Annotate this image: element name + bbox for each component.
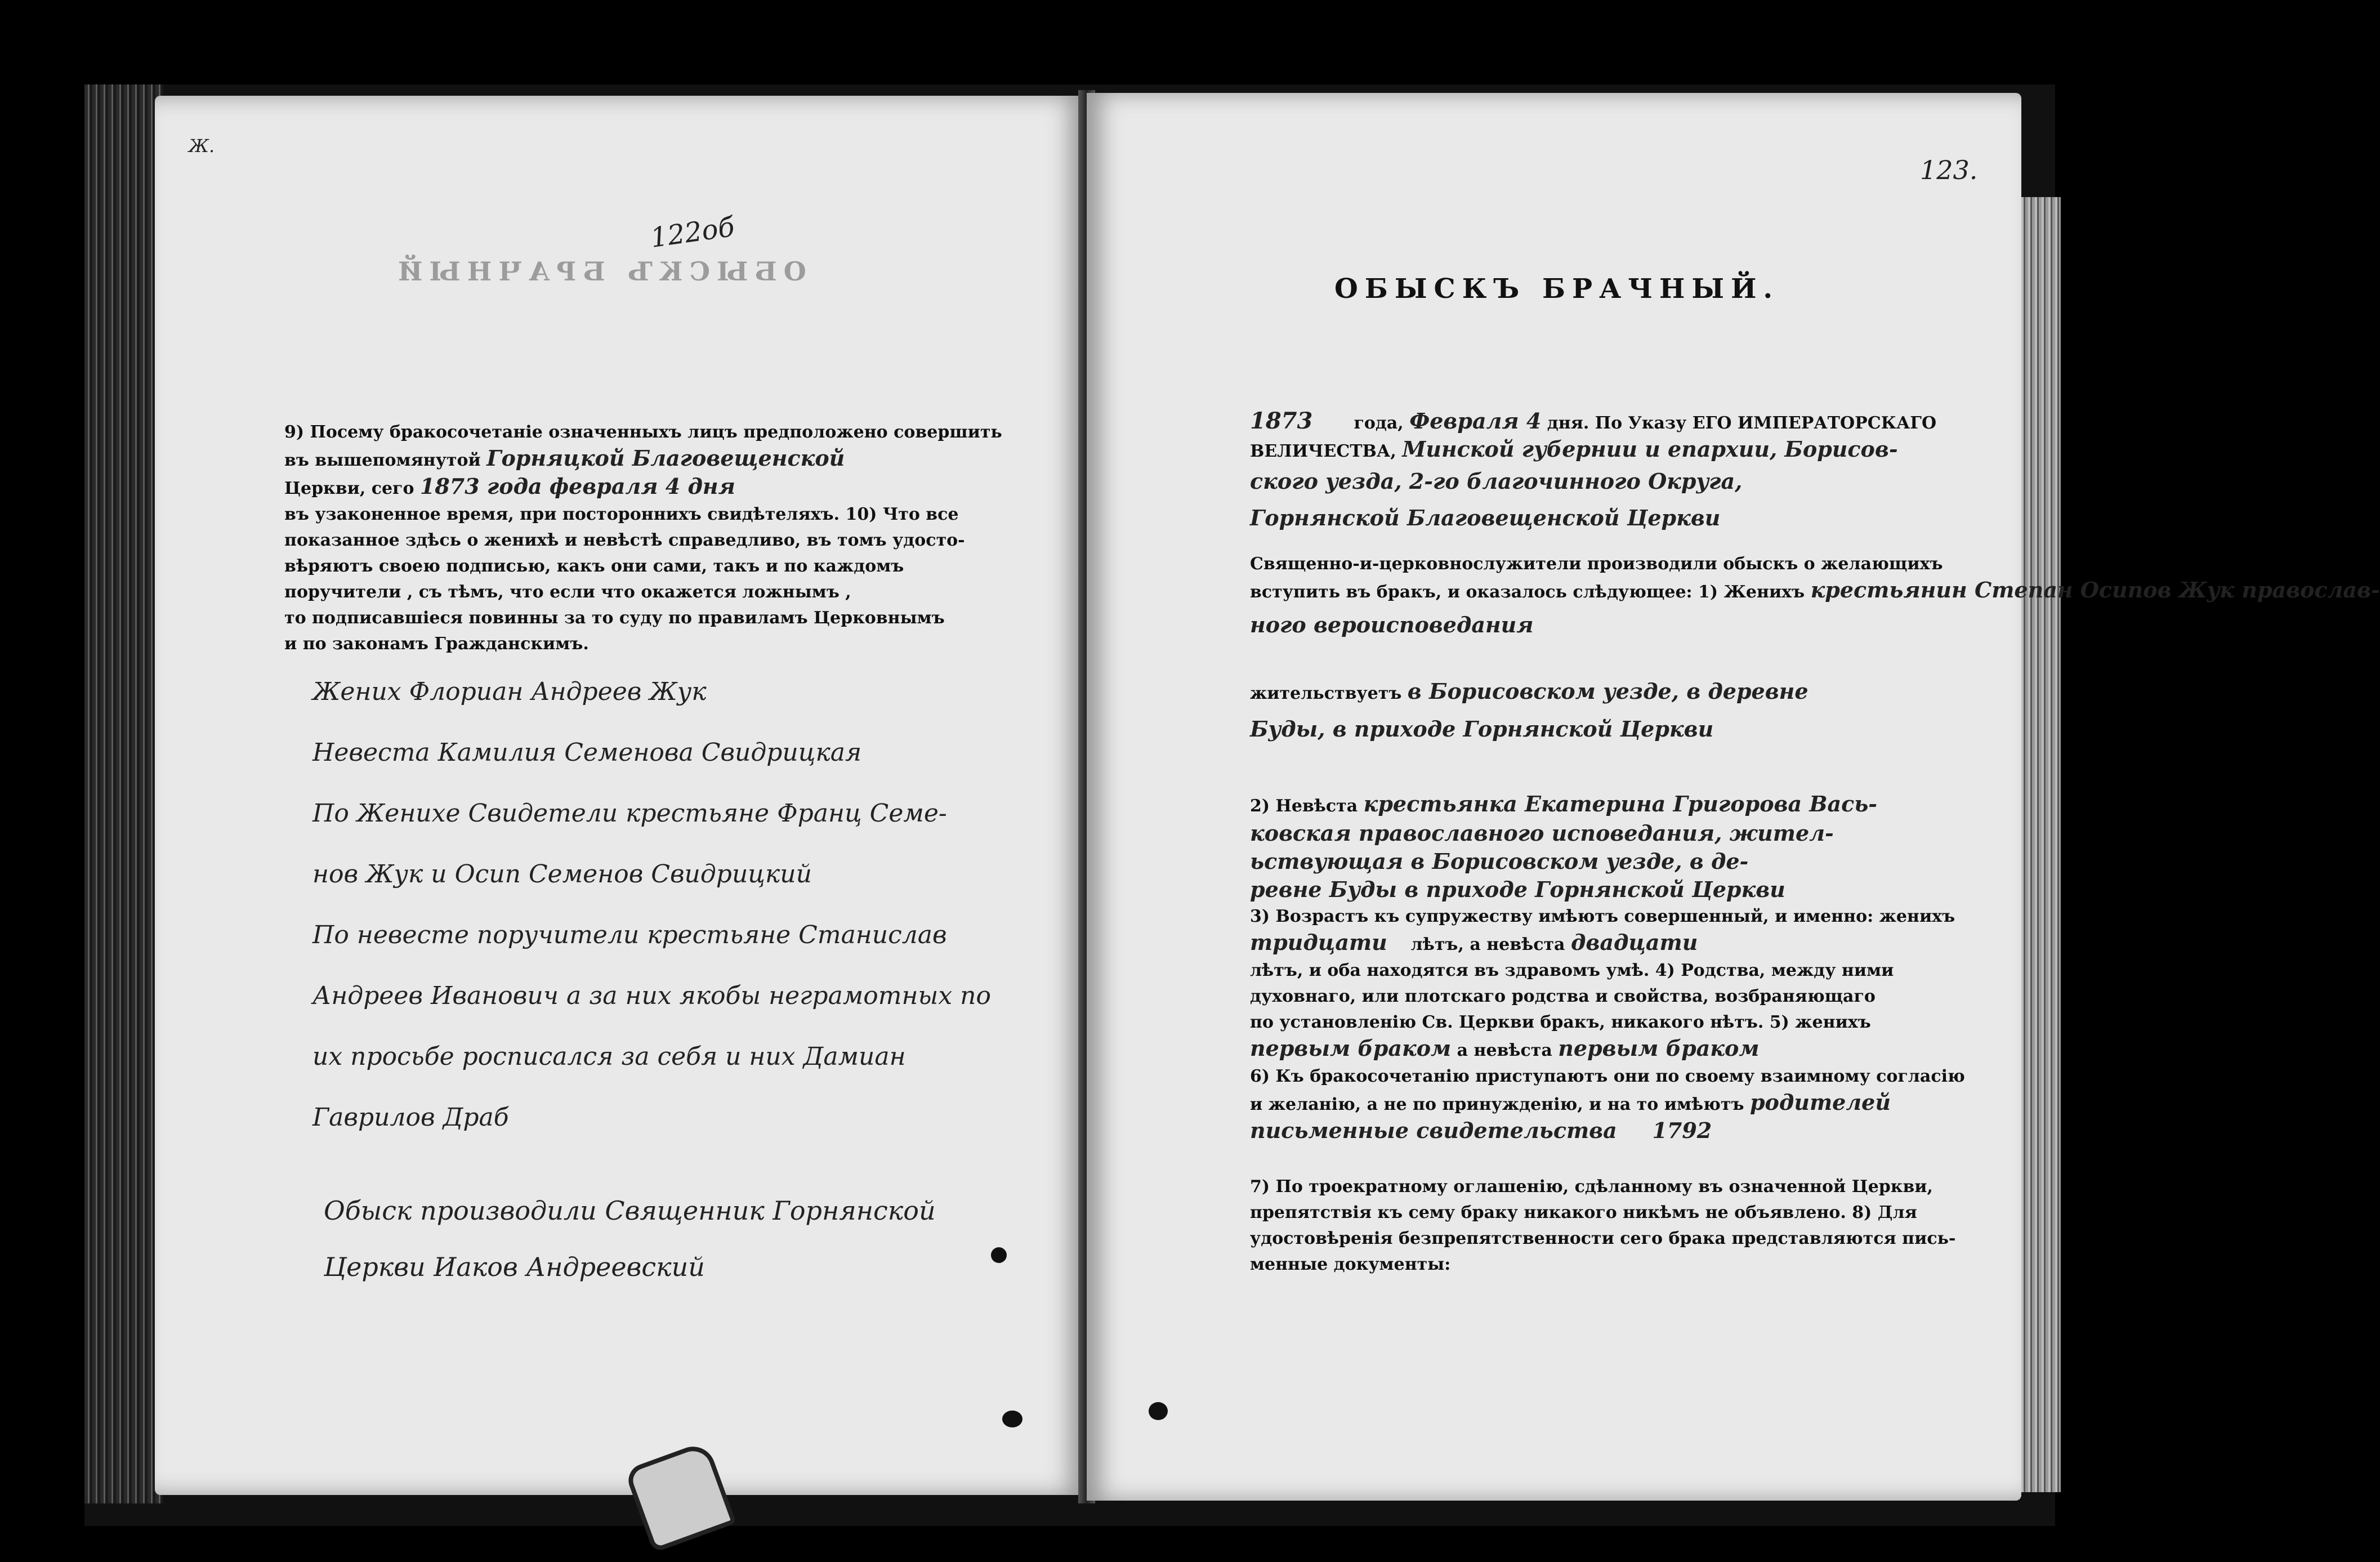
signature-line: Невеста Камилия Семенова Свидрицкая	[312, 738, 862, 767]
header-block: 1873 года, Февраля 4 дня. По Указу ЕГО ИМПЕРАТОРСКАГО ВЕЛИЧЕСТВА, Минской губернии и епархии, Борисов- ского уезда, 2-го благочинного Округа, Горнянской Благовещенской Церкви Священно-и-церковнослужители производили обыскъ о желающихъ вступить въ бракъ, и оказалось слѣдующее: 1) Женихъ крестьянин Степан Осипов Жук православ- ного вероисповедания жительствуетъ в Борисовском уезде, в деревне Буды, в приходе Горнянской Церкви 2) Невѣста крестьянка Екатерина Григорова Вась- ковская православного исповедания, жител- ьствующая в Борисовском уезде, в де- ревне Буды в приходе Горнянской Церкви 3) Возрастъ къ супружеству имѣютъ совершенный, и именно: женихъ тридцати лѣтъ, а невѣста двадцати лѣтъ, и оба находятся въ здравомъ умѣ. 4) Родства, между ними духовнаго, или плотскаго родства и свойства, возбраняющаго по установленію Св. Церкви бракъ, никакого нѣтъ. 5) женихъ первым браком а невѣста первым браком 6) Къ бракосочетанію приступаютъ они по своему взаимному согласію и желанію, а не по принужденію, и на то имѣютъ родителей письменные свидетельства 1792 7) По троекратному оглашенію, сдѣланному въ означенной Церкви, препятствія къ сему браку никакого никѣмъ не объявлено. 8) Для удостовѣренія безпрепятственности сего брака представляются пись- менные документы:	[1250, 408, 2380, 1274]
paragraph-9: 9) Посему бракосочетаніе означенныхъ лицъ предположено совершить въ вышепомянутой Горняцкой Благовещенской Церкви, сего 1873 года февраля 4 дня въ узаконенное время, при постороннихъ свидѣтеляхъ. 10) Что все показанное здѣсь о женихѣ и невѣстѣ справедливо, въ томъ удосто- вѣряютъ своею подписью, какъ они сами, такъ и по каждомъ поручители , съ тѣмъ, что если что окажется ложнымъ , то подписавшіеся повинны за то суду по правиламъ Церковнымъ и по законамъ Гражданскимъ.	[284, 422, 1002, 654]
folio-number: 123.	[1920, 155, 1978, 185]
page-edges-right	[2021, 197, 2061, 1492]
left-page	[155, 96, 1084, 1495]
right-page	[1087, 93, 2380, 1501]
signature-line: Гаврилов Драб	[312, 1103, 509, 1132]
page-title: ОБЫСКЪ БРАЧНЫЙ.	[1334, 273, 1780, 305]
ink-blot	[1002, 1411, 1022, 1427]
hand-church-name: Горняцкой Благовещенской	[486, 445, 845, 471]
signature-line: нов Жук и Осип Семенов Свидрицкий	[312, 860, 812, 889]
closing-block: Обыск производили Священник Горнянской Церкви Иаков Андреевский	[324, 1195, 936, 1282]
ink-blot	[1149, 1402, 1168, 1420]
hand-date: 1873 года февраля 4 дня	[419, 474, 735, 499]
signatures-block	[312, 662, 991, 1148]
signature-line: Жених Флориан Андреев Жук	[312, 677, 707, 706]
folio-note: 122об	[648, 211, 736, 255]
page-edges-left	[84, 84, 163, 1503]
signature-line: их просьбе росписался за себя и них Дамиан	[312, 1042, 906, 1071]
mirrored-title: ОБЫСКЪ БРАЧНЫЙ	[391, 256, 806, 287]
signature-line: По Женихе Свидетели крестьяне Франц Семе-	[312, 799, 947, 828]
signature-line: По невесте поручители крестьяне Станислав	[312, 921, 947, 949]
hand-header-date: Февраля 4	[1409, 408, 1542, 434]
signature-line: Андреев Иванович а за них якобы неграмотных по	[312, 981, 991, 1010]
corner-mark: Ж.	[189, 135, 215, 157]
ink-blot	[991, 1247, 1007, 1263]
hand-year: 1873	[1250, 408, 1313, 434]
